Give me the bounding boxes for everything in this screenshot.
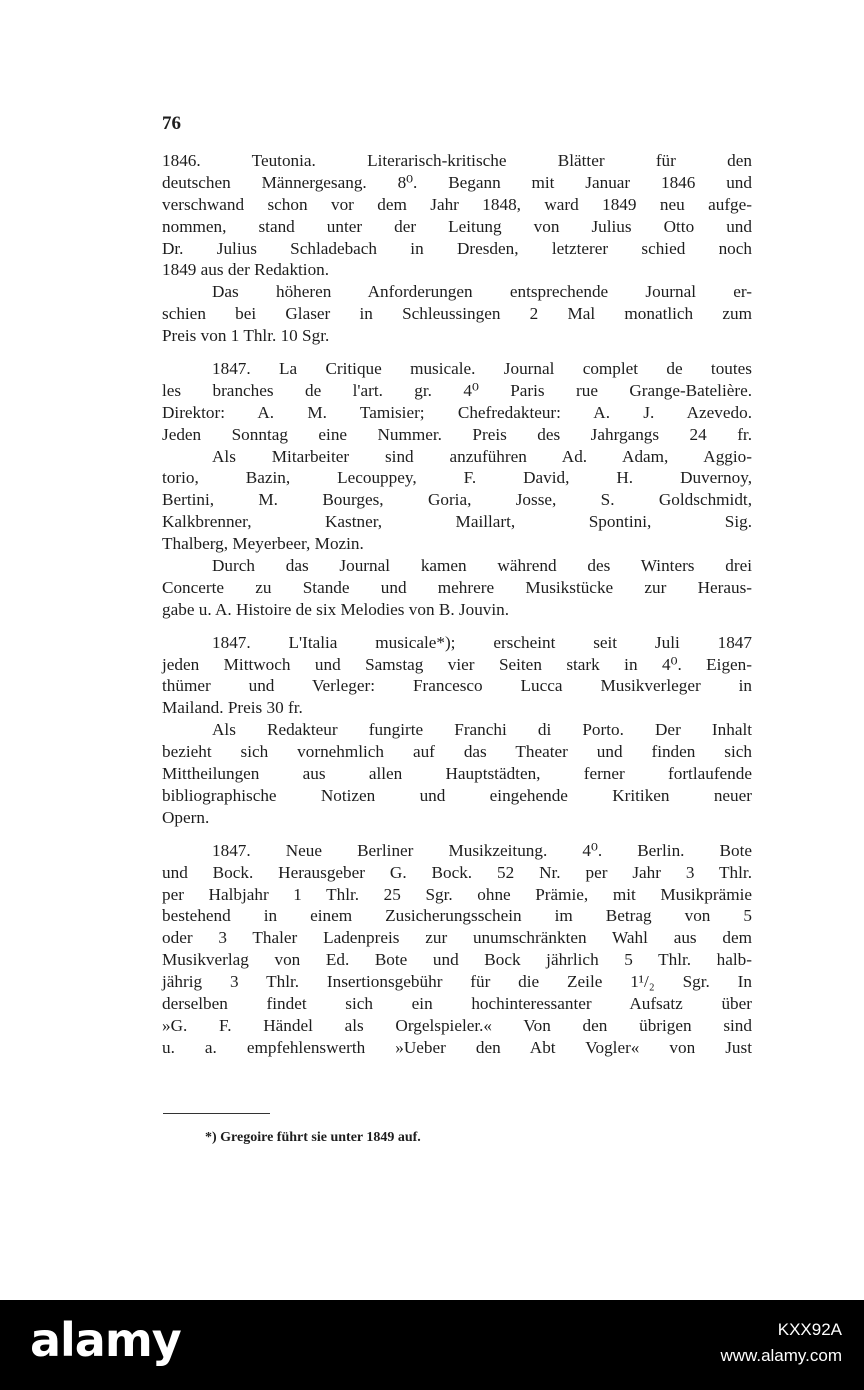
text-line: Dr. Julius Schladebach in Dresden, letzterer schied noch <box>162 238 752 258</box>
text-line: und Bock. Herausgeber G. Bock. 52 Nr. per Jahr 3 Thlr. <box>162 862 752 882</box>
site-url: www.alamy.com <box>720 1346 842 1365</box>
text-line: nommen, stand unter der Leitung von Julius Otto und <box>162 216 752 236</box>
text-line: 1847. Neue Berliner Musikzeitung. 4⁰. Berlin. Bote <box>212 840 752 860</box>
text-line: verschwand schon vor dem Jahr 1848, ward 1849 neu aufge- <box>162 194 752 214</box>
text-line: Durch das Journal kamen während des Winters drei <box>212 556 752 576</box>
text-line: deutschen Männergesang. 8⁰. Begann mit Januar 1846 und <box>162 172 752 192</box>
text-line: oder 3 Thaler Ladenpreis zur unumschränkten Wahl aus dem <box>162 928 752 948</box>
text-line: 1846. Teutonia. Literarisch-kritische Blätter für den <box>162 151 752 170</box>
text-line: Musikverlag von Ed. Bote und Bock jährlich 5 Thlr. halb- <box>162 950 752 970</box>
page-number: 76 <box>162 113 181 134</box>
text-line: schien bei Glaser in Schleussingen 2 Mal monatlich zum <box>162 304 752 324</box>
text-line: gabe u. A. Histoire de six Melodies von B. Jouvin. <box>162 599 510 619</box>
text-line: Jeden Sonntag eine Nummer. Preis des Jahrgangs 24 fr. <box>162 424 752 444</box>
text-line: Als Redakteur fungirte Franchi di Porto. Der Inhalt <box>212 720 752 740</box>
text-line: Preis von 1 Thlr. 10 Sgr. <box>162 326 330 346</box>
text-line: 1849 aus der Redaktion. <box>162 260 330 280</box>
text-line: bezieht sich vornehmlich auf das Theater und finden sich <box>162 742 752 762</box>
text-line: torio, Bazin, Lecouppey, F. David, H. Duvernoy, <box>162 468 752 488</box>
text-line: bibliographische Notizen und eingehende Kritiken neuer <box>162 785 752 805</box>
text-line: Bertini, M. Bourges, Goria, Josse, S. Goldschmidt, <box>162 490 752 510</box>
text-line: 1847. La Critique musicale. Journal complet de toutes <box>212 359 752 379</box>
page-body <box>162 150 752 1059</box>
text-line: 1847. L'Italia musicale*); erscheint seit Juli 1847 <box>212 632 752 652</box>
text-line: Direktor: A. M. Tamisier; Chefredakteur: A. J. Azevedo. <box>162 402 752 422</box>
text-line: derselben findet sich ein hochinteressanter Aufsatz über <box>162 993 752 1013</box>
text-line: Thalberg, Meyerbeer, Mozin. <box>162 534 364 554</box>
text-line: jeden Mittwoch und Samstag vier Seiten stark in 4⁰. Eigen- <box>162 654 752 674</box>
image-code: KXX92A <box>777 1320 842 1339</box>
text-line: Mittheilungen aus allen Hauptstädten, ferner fortlaufende <box>162 764 752 784</box>
text-line: Mailand. Preis 30 fr. <box>162 698 303 718</box>
text-line: Concerte zu Stande und mehrere Musikstücke zur Heraus- <box>162 577 752 597</box>
text-line: les branches de l'art. gr. 4⁰ Paris rue Grange-Batelière. <box>162 380 752 400</box>
text-line: thümer und Verleger: Francesco Lucca Musikverleger in <box>162 676 752 696</box>
text-line: Das höheren Anforderungen entsprechende Journal er- <box>212 282 752 302</box>
text-line: Kalkbrenner, Kastner, Maillart, Spontini, Sig. <box>162 512 752 532</box>
text-line: jährig 3 Thlr. Insertionsgebühr für die Zeile 1¹/₂ Sgr. In <box>162 972 752 992</box>
footnote: *) Gregoire führt sie unter 1849 auf. <box>205 1130 421 1145</box>
text-line: u. a. empfehlenswerth »Ueber den Abt Vogler« von Just <box>162 1037 752 1057</box>
footnote-rule <box>163 1113 270 1114</box>
text-line: per Halbjahr 1 Thlr. 25 Sgr. ohne Prämie, mit Musikprämie <box>162 884 752 904</box>
brand-logo: alamy <box>30 1313 181 1367</box>
text-line: Als Mitarbeiter sind anzuführen Ad. Adam, Aggio- <box>212 446 752 466</box>
text-line: bestehend in einem Zusicherungsschein im Betrag von 5 <box>162 906 752 926</box>
text-line: »G. F. Händel als Orgelspieler.« Von den übrigen sind <box>162 1015 752 1035</box>
text-line: Opern. <box>162 807 210 827</box>
